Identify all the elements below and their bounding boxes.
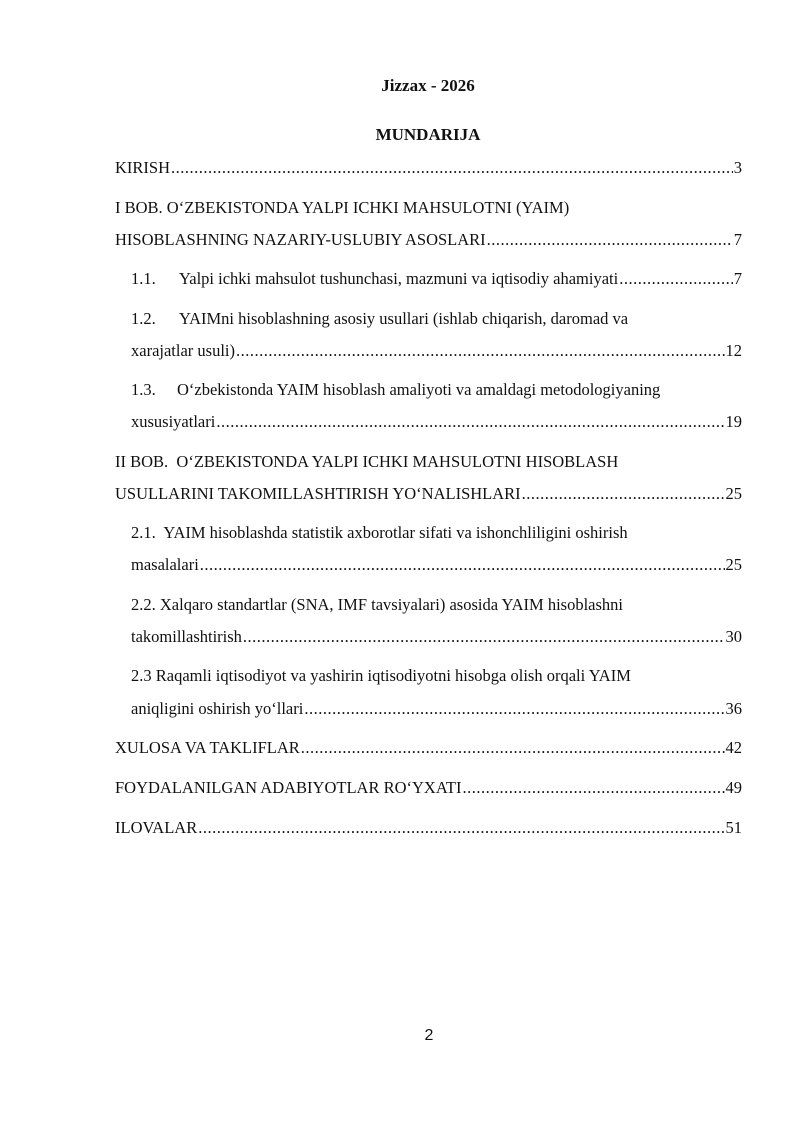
toc-leader-dots bbox=[216, 412, 724, 432]
toc-entry-ilovalar[interactable] bbox=[115, 818, 742, 838]
toc-page-number: 25 bbox=[725, 484, 742, 503]
toc-entry-label: FOYDALANILGAN ADABIYOTLAR RO‘YXATI bbox=[115, 778, 462, 797]
toc-page-number: 42 bbox=[725, 738, 742, 757]
toc-entry-kirish[interactable] bbox=[115, 158, 742, 178]
toc-entry-label: O‘zbekistonda YAIM hisoblash amaliyoti va amaldagi metodologiyaning bbox=[177, 380, 661, 399]
toc-entry-adabiyotlar[interactable] bbox=[115, 778, 742, 798]
toc-leader-dots bbox=[243, 627, 725, 647]
toc-entry-2-1[interactable] bbox=[131, 555, 742, 575]
toc-entry-label: aniqligini oshirish yo‘llari bbox=[131, 699, 304, 718]
toc-entry-label: takomillashtirish bbox=[131, 627, 242, 646]
toc-entry-2-1-line1[interactable]: 2.1. YAIM hisoblashda statistik axborotlar sifati va ishonchliligini oshirish bbox=[131, 523, 628, 542]
toc-entry-bob1[interactable] bbox=[115, 230, 742, 250]
toc-page-number: 19 bbox=[725, 412, 742, 431]
toc-entry-label: ILOVALAR bbox=[115, 818, 198, 837]
toc-page-number: 51 bbox=[725, 818, 742, 837]
toc-entry-label: XULOSA VA TAKLIFLAR bbox=[115, 738, 300, 757]
toc-entry-1-3-line1[interactable] bbox=[131, 380, 660, 400]
toc-entry-label: USULLARINI TAKOMILLASHTIRISH YO‘NALISHLARI bbox=[115, 484, 521, 503]
toc-entry-1-3[interactable] bbox=[131, 412, 742, 432]
toc-entry-bob2-line1[interactable]: II BOB. O‘ZBEKISTONDA YALPI ICHKI MAHSULOTNI HISOBLASH bbox=[115, 452, 619, 471]
toc-entry-label: Yalpi ichki mahsulot tushunchasi, mazmuni va iqtisodiy ahamiyati bbox=[179, 269, 619, 288]
toc-entry-1-2-line1[interactable] bbox=[131, 309, 628, 329]
toc-entry-label: HISOBLASHNING NAZARIY-USLUBIY ASOSLARI bbox=[115, 230, 486, 249]
toc-page-number: 36 bbox=[725, 699, 742, 718]
page-number: 2 bbox=[424, 1027, 434, 1044]
city-year-heading: Jizzax - 2026 bbox=[381, 76, 475, 95]
toc-section-number: 1.1. bbox=[131, 269, 156, 288]
toc-leader-dots bbox=[198, 818, 724, 838]
toc-entry-bob1-line1[interactable]: I BOB. O‘ZBEKISTONDA YALPI ICHKI MAHSULOTNI (YAIM) bbox=[115, 198, 570, 217]
toc-section-number: 1.3. bbox=[131, 380, 156, 399]
toc-entry-2-2-line1[interactable]: 2.2. Xalqaro standartlar (SNA, IMF tavsiyalari) asosida YAIM hisoblashni bbox=[131, 595, 624, 614]
toc-leader-dots bbox=[522, 484, 725, 504]
toc-entry-bob2[interactable] bbox=[115, 484, 742, 504]
toc-entry-2-3[interactable] bbox=[131, 699, 742, 719]
toc-entry-label: xarajatlar usuli) bbox=[131, 341, 235, 360]
toc-page-number: 12 bbox=[725, 341, 742, 360]
toc-page-number: 7 bbox=[733, 230, 742, 249]
toc-section-number: 1.2. bbox=[131, 309, 156, 328]
toc-leader-dots bbox=[301, 738, 725, 758]
toc-leader-dots bbox=[487, 230, 733, 250]
toc-entry-1-2[interactable] bbox=[131, 341, 742, 361]
toc-entry-label: xususiyatlari bbox=[131, 412, 216, 431]
toc-entry-label: masalalari bbox=[131, 555, 199, 574]
toc-page-number: 30 bbox=[725, 627, 742, 646]
toc-entry-label: KIRISH bbox=[115, 158, 171, 177]
toc-page-number: 25 bbox=[725, 555, 742, 574]
toc-leader-dots bbox=[171, 158, 733, 178]
toc-leader-dots bbox=[462, 778, 724, 798]
toc-page-number: 3 bbox=[733, 158, 742, 177]
toc-leader-dots bbox=[619, 269, 733, 289]
toc-entry-xulosa[interactable] bbox=[115, 738, 742, 758]
toc-entry-2-3-line1[interactable]: 2.3 Raqamli iqtisodiyot va yashirin iqtisodiyotni hisobga olish orqali YAIM bbox=[131, 666, 631, 685]
toc-page-number: 7 bbox=[733, 269, 742, 288]
toc-title: MUNDARIJA bbox=[375, 125, 481, 144]
toc-leader-dots bbox=[304, 699, 724, 719]
toc-entry-label: YAIMni hisoblashning asosiy usullari (ishlab chiqarish, daromad va bbox=[179, 309, 629, 328]
toc-entry-2-2[interactable] bbox=[131, 627, 742, 647]
toc-page-number: 49 bbox=[725, 778, 742, 797]
toc-leader-dots bbox=[236, 341, 725, 361]
toc-leader-dots bbox=[200, 555, 725, 575]
toc-entry-1-1[interactable] bbox=[131, 269, 742, 289]
